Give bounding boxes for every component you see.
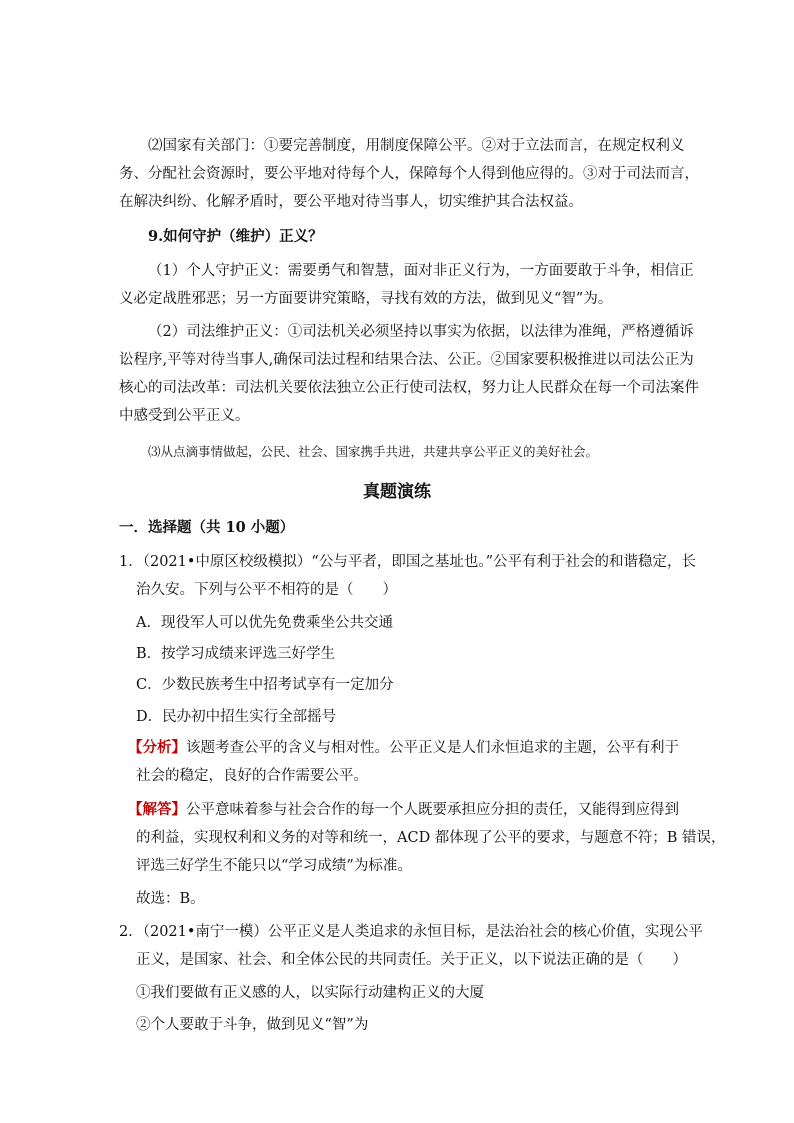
analysis-line: 社会的稳定，良好的合作需要公平。 <box>136 768 368 784</box>
answer-text: 公平意味着参与社会合作的每一个人既要承担应分担的责任，又能得到应得到 <box>186 802 679 818</box>
question-1-stem: 治久安。下列与公平不相符的是（ ） <box>136 582 397 598</box>
paragraph-line: ⑶从点滴事情做起，公民、社会、国家携手共进，共建共享公平正义的美好社会。 <box>148 444 599 459</box>
option-d: D．民办初中招生实行全部摇号 <box>136 709 337 725</box>
paragraph-line: 务、分配社会资源时，要公平地对待每个人，保障每个人得到他应得的。③对于司法而言， <box>119 166 699 182</box>
option-c: C．少数民族考生中招考试享有一定加分 <box>136 677 394 693</box>
question-1-stem: 1．（2021•中原区校级模拟）“公与平者，即国之基址也。”公平有利于社会的和谐稳定，长 <box>119 554 697 570</box>
question-2-stem: 正义，是国家、社会、和全体公民的共同责任。关于正义，以下说法正确的是（ ） <box>136 952 687 968</box>
analysis-line <box>128 738 679 758</box>
question-2-item: ①我们要做有正义感的人，以实际行动建构正义的大厦 <box>136 985 484 1001</box>
paragraph-line: ⑵国家有关部门：①要完善制度，用制度保障公平。②对于立法而言，在规定权利义 <box>148 138 685 154</box>
answer-line: 的利益，实现权利和义务的对等和统一，ACD 都体现了公平的要求，与题意不符；B 错误， <box>136 830 726 846</box>
paragraph-line: 中感受到公平正义。 <box>119 408 250 424</box>
question-2-item: ②个人要敢于斗争，做到见义“智”为 <box>136 1017 369 1033</box>
analysis-tag: 【分析】 <box>128 739 186 756</box>
paragraph-line: 在解决纠纷、化解矛盾时，要公平地对待当事人，切实维护其合法权益。 <box>119 194 583 210</box>
paragraph-line: （1）个人守护正义：需要勇气和智慧，面对非正义行为，一方面要敢于斗争，相信正 <box>148 263 694 279</box>
answer-tag: 【解答】 <box>128 801 186 818</box>
paragraph-line: 讼程序,平等对待当事人,确保司法过程和结果合法、公正。②国家要积极推进以司法公正为 <box>119 352 694 368</box>
option-b: B．按学习成绩来评选三好学生 <box>136 646 336 662</box>
answer-line: 评选三好学生不能只以“学习成绩”为标准。 <box>136 858 412 874</box>
option-a: A．现役军人可以优先免费乘坐公共交通 <box>136 615 393 631</box>
paragraph-line: （2）司法维护正义：①司法机关必须坚持以事实为依据，以法律为准绳，严格遵循诉 <box>148 324 694 340</box>
section-title: 真题演练 <box>363 482 431 502</box>
paragraph-line: 义必定战胜邪恶；另一方面要讲究策略，寻找有效的方法，做到见义“智”为。 <box>119 291 613 307</box>
paragraph-line: 核心的司法改革：司法机关要依法独立公正行使司法权，努力让人民群众在每一个司法案件 <box>119 380 699 396</box>
question-2-stem: 2．（2021•南宁一模）公平正义是人类追求的永恒目标，是法治社会的核心价值，实现公平 <box>119 924 703 940</box>
answer-line <box>128 800 679 820</box>
analysis-text: 该题考查公平的含义与相对性。公平正义是人们永恒追求的主题，公平有利于 <box>186 740 679 756</box>
question-9-title: 9.如何守护（维护）正义？ <box>148 228 323 245</box>
answer-choice: 故选：B。 <box>136 891 205 907</box>
part-title: 一．选择题（共 10 小题） <box>119 519 295 536</box>
